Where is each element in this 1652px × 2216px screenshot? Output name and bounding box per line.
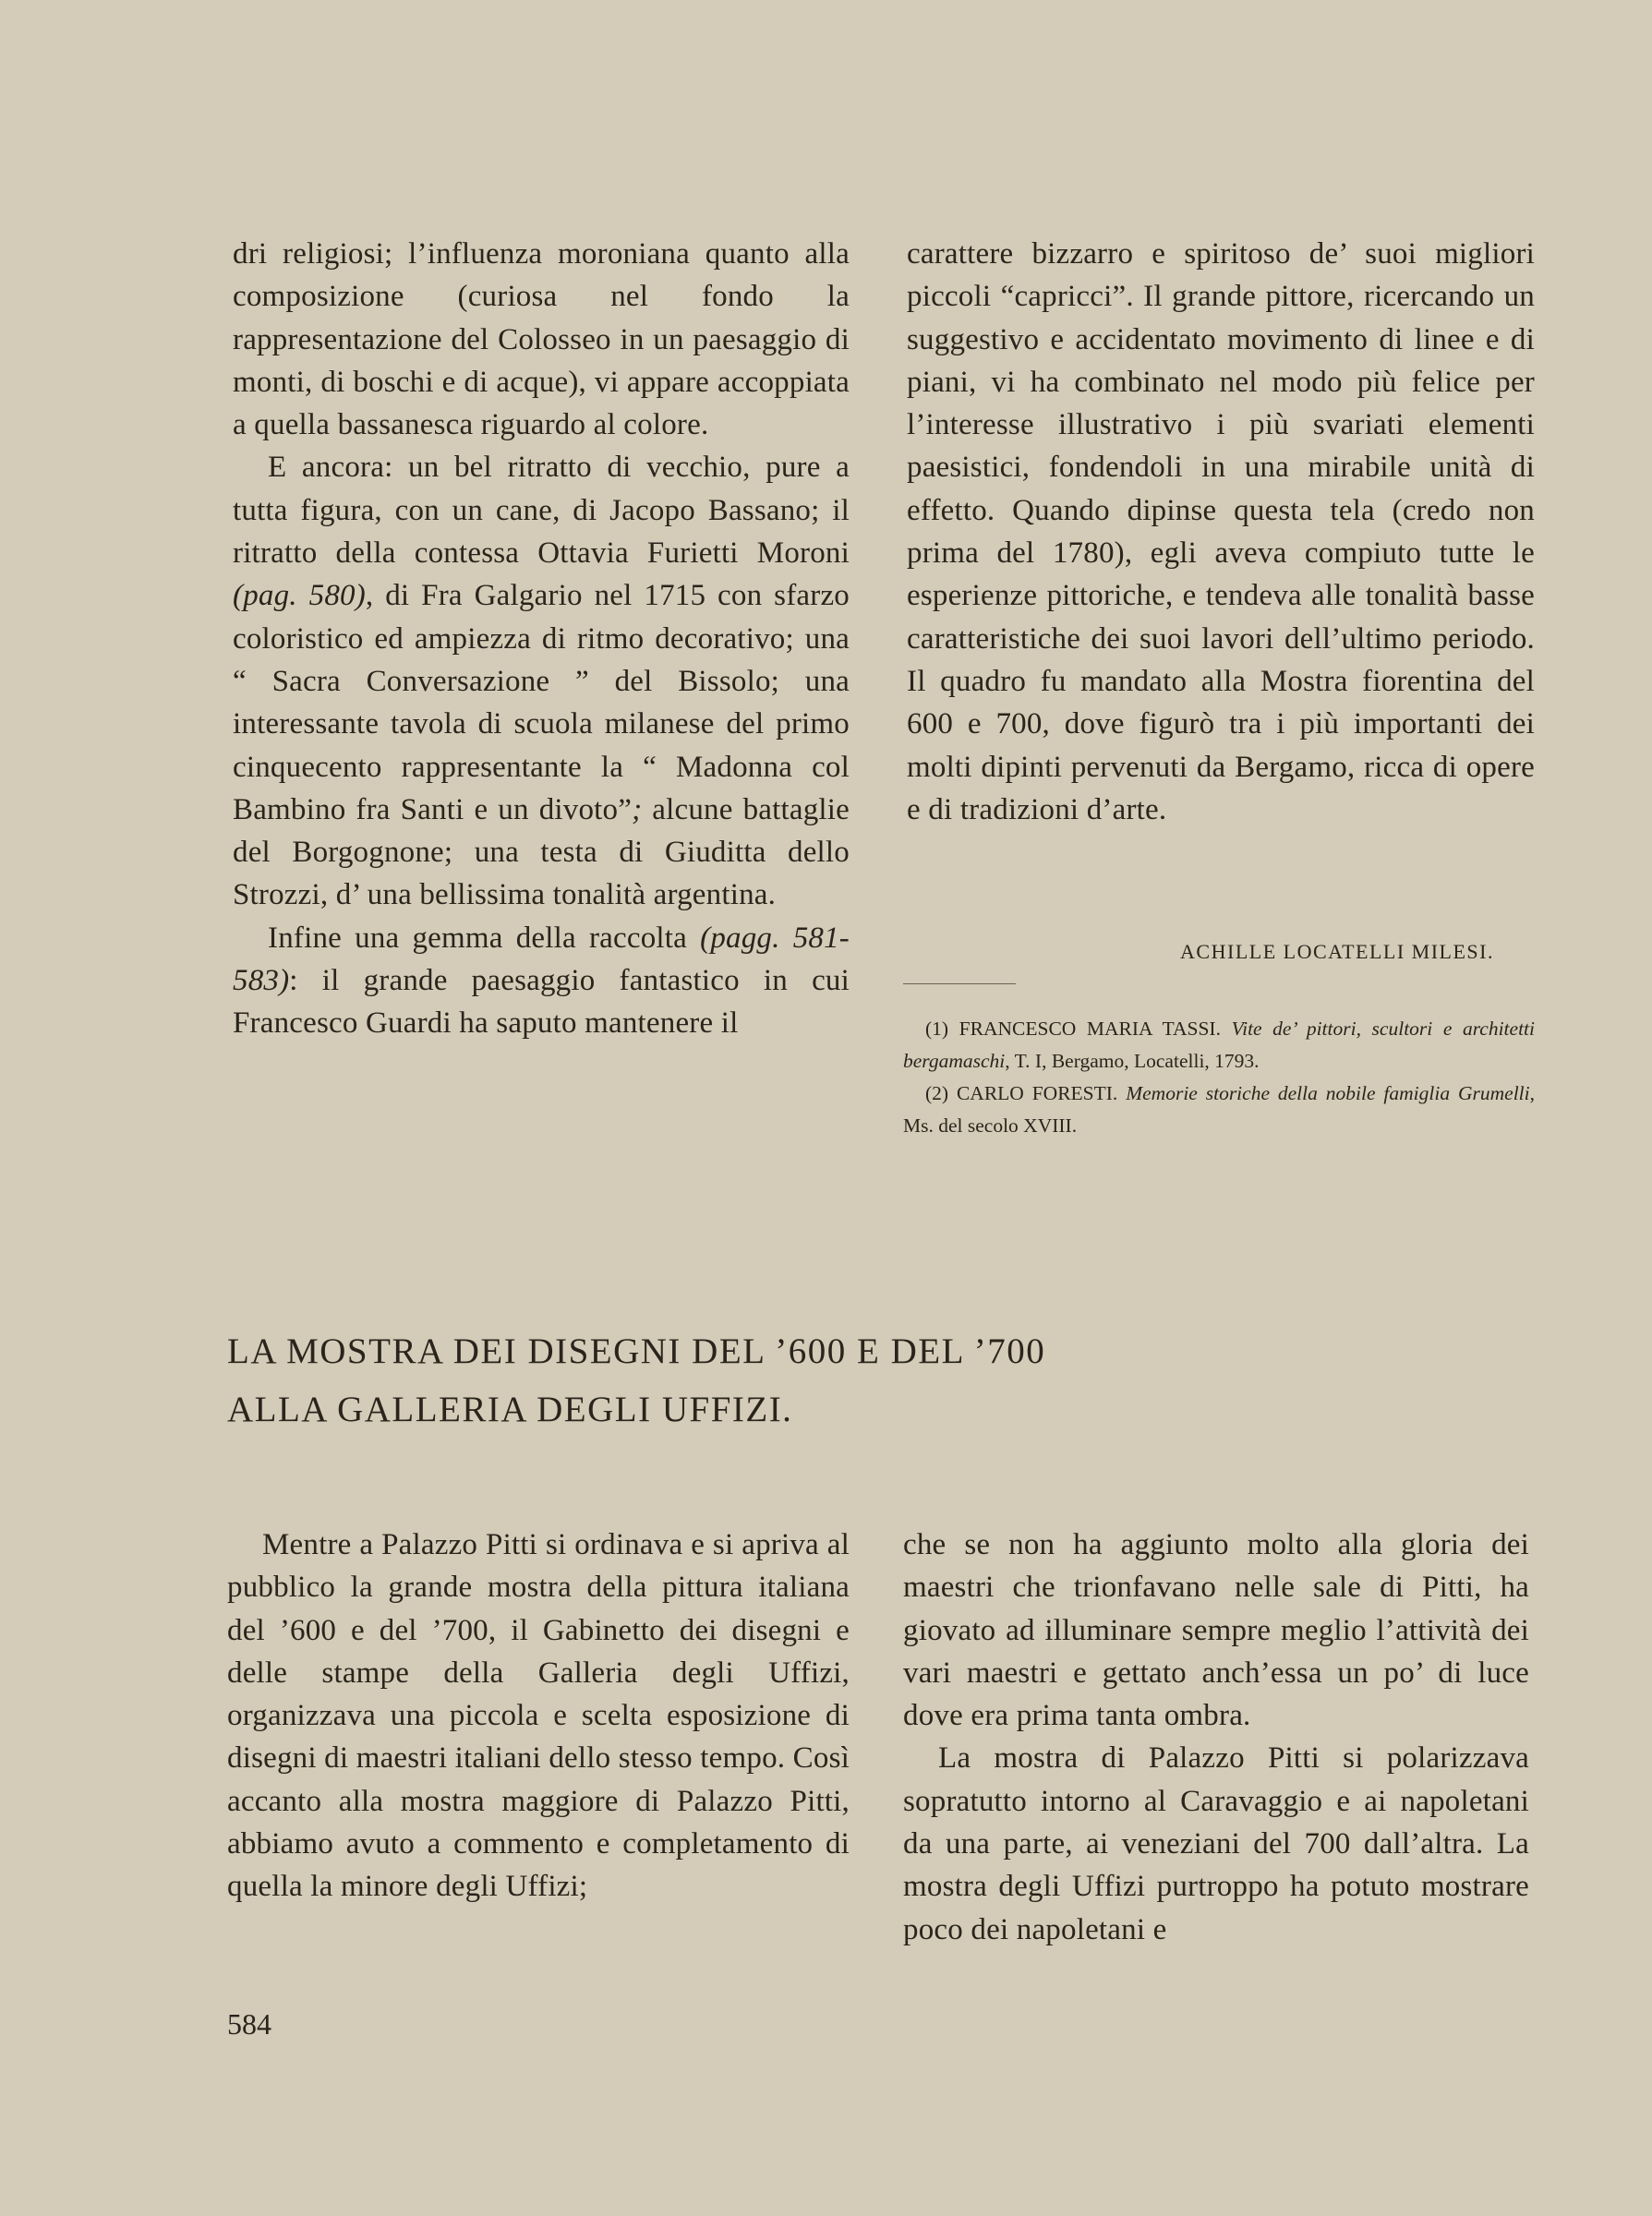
article-body-right-column — [903, 1524, 1529, 1951]
paragraph: che se non ha aggiunto molto alla gloria dei maestri che trionfavano nelle sale di Pitti, ha giovato ad illuminare sempre meglio l’attività dei vari maestri e gettato anch’essa un po’ di luce dove era prima tanta ombra. — [903, 1528, 1529, 1733]
footnotes — [903, 1013, 1535, 1142]
paragraph: E ancora: un bel ritratto di vecchio, pure a tutta figura, con un cane, di Jacopo Bassano; il ritratto della contessa Ottavia Furietti Moroni (pag. 580), di Fra Galgario nel 1715 con sfarzo coloristico ed ampiezza di ritmo decorativo; una “ Sacra Conversazione ” del Bissolo; una interessante tavola di scuola milanese del primo cinquecento rappresentante la “ Madonna col Bambino fra Santi e un divoto”; alcune battaglie del Borgognone; una testa di Giuditta dello Strozzi, d’ una bellissima tonalità argentina. — [233, 451, 850, 912]
heading-line: LA MOSTRA DEI DISEGNI DEL ’600 E DEL ’700 — [227, 1331, 1046, 1371]
paragraph: dri religiosi; l’influenza moroniana quanto alla composizione (curiosa nel fondo la rappresentazione del Colosseo in un paesaggio di monti, di boschi e di acque), vi appare accoppiata a quella bassanesca riguardo al colore. — [233, 237, 850, 442]
footnote: (2) CARLO FORESTI. Memorie storiche della nobile famiglia Grumelli, Ms. del secolo XVIII. — [903, 1082, 1535, 1137]
article-body-left-column — [227, 1524, 850, 1909]
page-number: 584 — [227, 2007, 271, 2041]
author-signature: ACHILLE LOCATELLI MILESI. — [1180, 940, 1494, 963]
paragraph: La mostra di Palazzo Pitti si polarizzava sopratutto intorno al Caravaggio e ai napoletani da una parte, ai veneziani del 700 dall’altra. La mostra degli Uffizi purtroppo ha potuto mostrare poco dei napoletani e — [903, 1741, 1529, 1946]
footnote: (1) FRANCESCO MARIA TASSI. Vite de’ pittori, scultori e architetti bergamaschi, T. I, Bergamo, Locatelli, 1793. — [903, 1018, 1535, 1072]
paragraph: carattere bizzarro e spiritoso de’ suoi migliori piccoli “capricci”. Il grande pittore, ricercando un suggestivo e accidentato movimento di linee e di piani, vi ha combinato nel modo più felice per l’interesse illustrativo i più svariati elementi paesistici, fondendoli in una mirabile unità di effetto. Quando dipinse questa tela (credo non prima del 1780), egli aveva compiuto tutte le esperienze pittoriche, e tendeva alle tonalità basse caratteristiche dei suoi lavori dell’ultimo periodo. Il quadro fu mandato alla Mostra fiorentina del 600 e 700, dove figurò tra i più importanti dei molti dipinti pervenuti da Bergamo, ricca di opere e di tradizioni d’arte. — [907, 237, 1535, 826]
paragraph: Infine una gemma della raccolta (pagg. 581-583): il grande paesaggio fantastico in cui Francesco Guardi ha saputo mantenere il — [233, 921, 850, 1041]
paragraph: Mentre a Palazzo Pitti si ordinava e si apriva al pubblico la grande mostra della pittura italiana del ’600 e del ’700, il Gabinetto dei disegni e delle stampe della Galleria degli Uffizi, organizzava una piccola e scelta esposizione di disegni di maestri italiani dello stesso tempo. Così accanto alla mostra maggiore di Palazzo Pitti, abbiamo avuto a commento e completamento di quella la minore degli Uffizi; — [227, 1528, 850, 1904]
heading-line: ALLA GALLERIA DEGLI UFFIZI. — [227, 1390, 793, 1429]
article-heading — [227, 1322, 1243, 1439]
footnote-divider — [903, 983, 1016, 984]
article-continuation-left-column — [233, 233, 850, 1045]
article-continuation-right-column — [907, 233, 1535, 831]
